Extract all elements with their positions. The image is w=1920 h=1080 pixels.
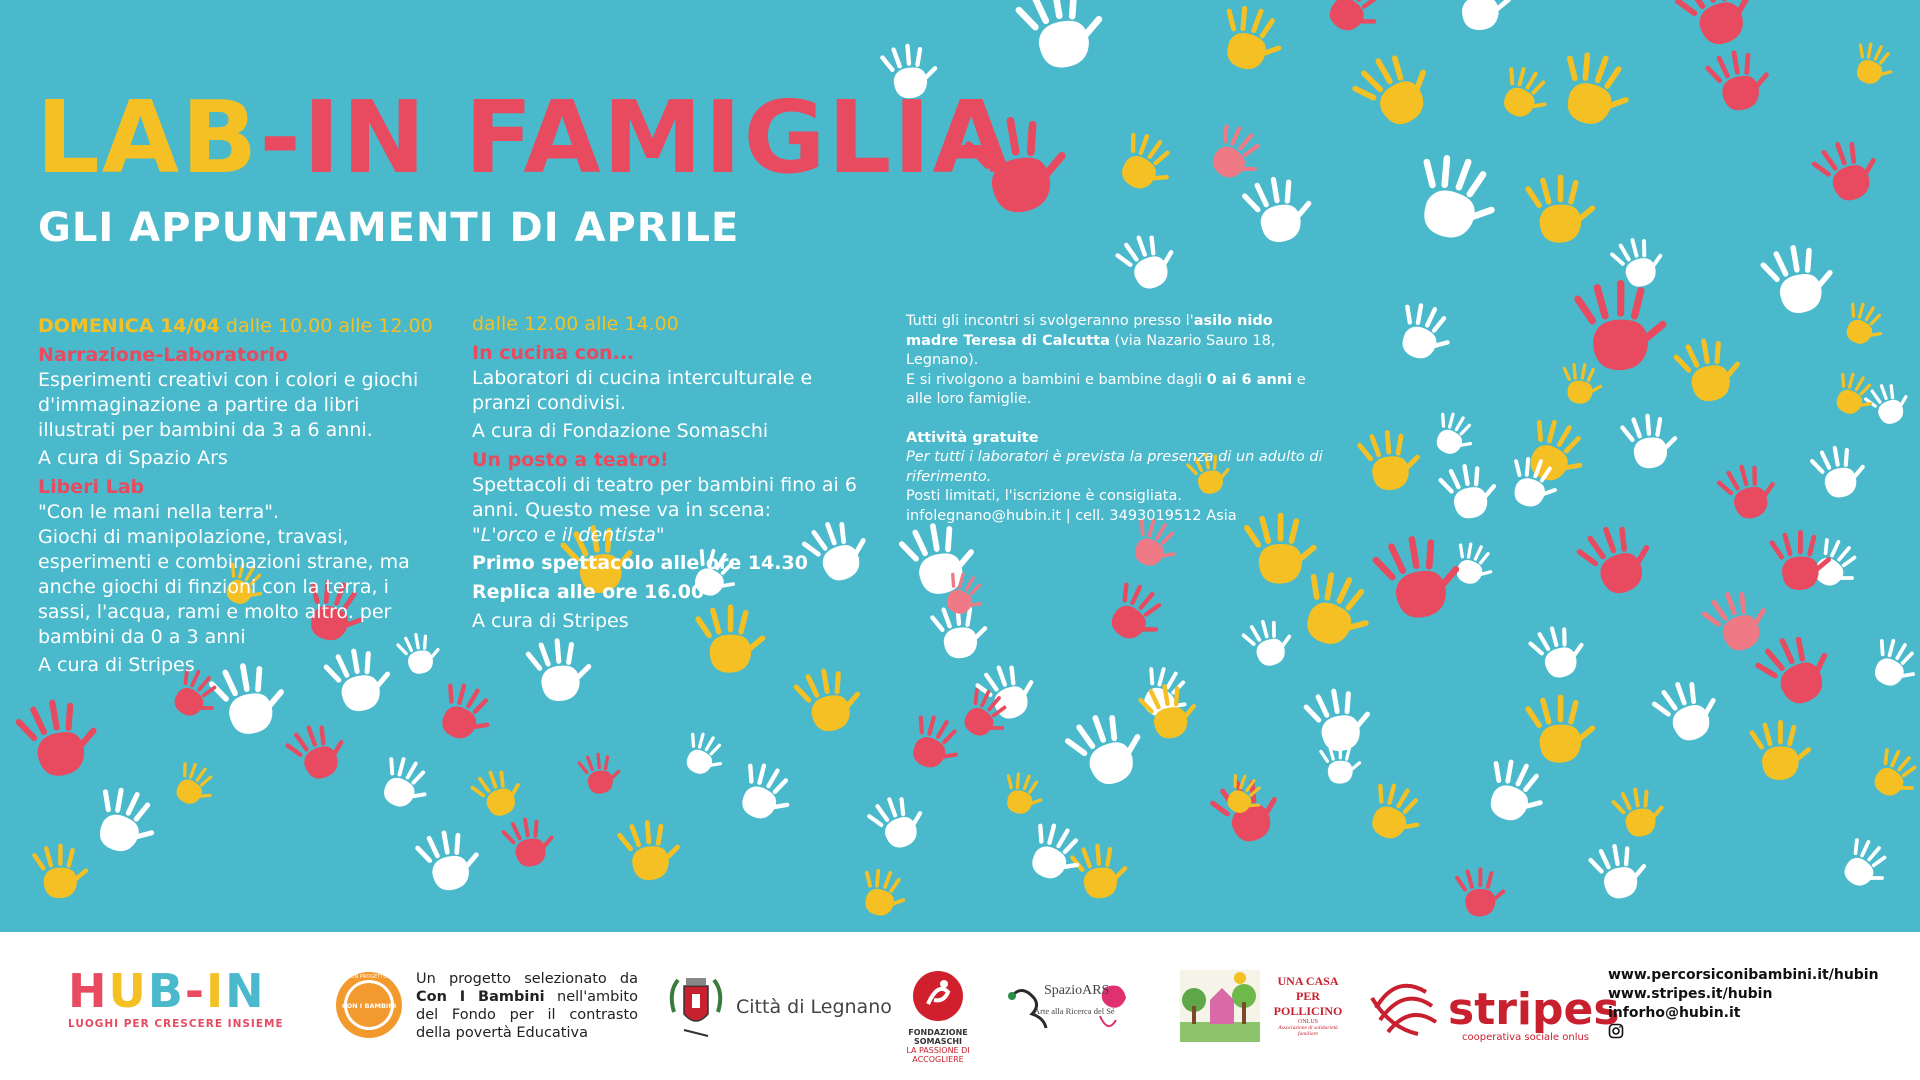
activity-title-teatro: Un posto a teatro!: [472, 449, 669, 471]
pollicino-drawing-icon: [1180, 970, 1260, 1042]
handprint-mark: [1351, 44, 1442, 136]
link-percorsiconibambini[interactable]: www.percorsiconibambini.it/hubin: [1608, 967, 1879, 983]
handprint-mark: [1837, 836, 1894, 895]
svg-text:stripes: stripes: [1448, 984, 1620, 1035]
handprint-mark: [860, 869, 908, 919]
spazioars-emblem-icon: [1004, 976, 1154, 1040]
activity-desc-cucina: Laboratori di cucina interculturale e pranzi condivisi.: [472, 367, 813, 414]
activity-desc-teatro: Spettacoli di teatro per bambini fino ai 6 anni. Questo mese va in scena:: [472, 474, 857, 521]
column-lunch-theatre: [472, 312, 872, 638]
show-time-first: Primo spettacolo alle ore 14.30: [472, 552, 808, 574]
handprint-mark: [1439, 459, 1502, 524]
activity-desc-narrazione: Esperimenti creativi con i colori e giochi d'immaginazione a partire da libri illustrati per bambini da 3 a 6 anni.: [38, 369, 419, 441]
handprint-mark: [1024, 821, 1087, 886]
handprint-mark: [1577, 278, 1670, 376]
handprint-mark: [1559, 52, 1632, 129]
handprint-mark: [377, 755, 434, 814]
activity-title-liberi-lab: Liberi Lab: [38, 476, 145, 498]
svg-text:CON I BAMBINI: CON I BAMBINI: [341, 1002, 397, 1010]
handprint-mark: [1320, 742, 1362, 786]
legnano-crest-icon: [664, 972, 728, 1042]
hubin-logo: [68, 964, 284, 1030]
link-email[interactable]: inforho@hubin.it: [1608, 1005, 1741, 1021]
show-time-replica: Replica alle ore 16.00: [472, 581, 705, 603]
handprint-mark: [1717, 458, 1782, 525]
handprint-mark: [1242, 614, 1298, 671]
handprint-mark: [1113, 131, 1178, 198]
somaschi-emblem-icon: [888, 970, 988, 1024]
handprint-mark: [1867, 746, 1920, 805]
activity-credit-stripes-teatro: A cura di Stripes: [472, 610, 629, 632]
handprint-mark: [1103, 581, 1170, 650]
spazioars-logo: [1004, 976, 1154, 1044]
stripes-emblem-icon: [1366, 968, 1620, 1048]
title-lab: LAB: [36, 79, 260, 196]
handprint-mark: [1527, 173, 1597, 247]
handprint-mark: [578, 750, 623, 797]
svg-text:SpazioARS: SpazioARS: [1044, 983, 1110, 998]
pollicino-logo: UNA CASA PER POLLICINO ONLUS Associazione di solidarietà familiare: [1273, 974, 1343, 1037]
handprint-mark: [1358, 427, 1424, 496]
handprint-mark: [1576, 517, 1660, 603]
fondazione-somaschi-logo: FONDAZIONE SOMASCHI LA PASSIONE DI ACCOGLIERE: [888, 970, 988, 1064]
handprint-mark: [1373, 529, 1467, 627]
subtitle: GLI APPUNTAMENTI DI APRILE: [38, 205, 740, 251]
handprint-mark: [527, 635, 596, 707]
handprint-mark: [1811, 441, 1871, 503]
legnano-name: Città di Legnano: [736, 996, 892, 1018]
event-date: DOMENICA 14/04: [38, 315, 220, 337]
handprint-mark: [1456, 866, 1507, 919]
handprint-mark: [900, 517, 982, 602]
con-i-bambini-logo: [334, 970, 404, 1040]
handprint-mark: [1431, 411, 1478, 460]
svg-text:cooperativa sociale onlus: cooperativa sociale onlus: [1462, 1032, 1590, 1043]
handprint-mark: [1564, 365, 1600, 404]
handprint-mark: [1364, 781, 1427, 846]
handprint-mark: [34, 842, 90, 901]
handprint-mark: [1451, 542, 1496, 589]
event-time-noon: dalle 12.00 alle 14.00: [472, 313, 679, 335]
svg-text:UN PROGETTO: UN PROGETTO: [350, 974, 388, 980]
handprint-mark: [1243, 171, 1318, 249]
handprint-mark: [470, 764, 527, 823]
handprint-mark: [1841, 301, 1888, 350]
handprint-mark: [618, 817, 684, 886]
activity-title-narrazione: Narrazione-Laboratorio: [38, 344, 289, 366]
activity-credit-spazio-ars: A cura di Spazio Ars: [38, 447, 228, 469]
handprint-mark: [1755, 626, 1841, 713]
activity-desc-liberi-lab: Giochi di manipolazione, travasi, esperimenti e combinazioni strane, ma anche giochi di finzioni con la terra, i sassi, l'acqua, rami e molto altro. per bambini da 0 a 3 anni: [38, 526, 410, 648]
handprint-mark: [1851, 42, 1896, 89]
column-sunday-morning: [38, 314, 438, 682]
handprint-mark: [1868, 637, 1920, 692]
info-location: Tutti gli incontri si svolgeranno presso l'asilo nido madre Teresa di Calcutta (via Nazario Sauro 18, Legnano).: [906, 313, 1276, 368]
handprint-mark: [91, 786, 160, 858]
info-free-note: Per tutti i laboratori è prevista la presenza di un adulto di riferimento.: [906, 449, 1323, 485]
handprint-mark: [285, 717, 352, 786]
title-rest: -IN FAMIGLIA: [259, 79, 1012, 196]
show-title: "L'orco e il dentista": [472, 524, 665, 546]
activity-title-cucina: In cucina con...: [472, 342, 635, 364]
handprint-mark: [867, 789, 931, 854]
activity-quote-liberi-lab: "Con le mani nella terra".: [38, 501, 280, 523]
handprint-mark: [17, 693, 105, 784]
handprint-mark: [502, 813, 559, 872]
handprint-mark: [1415, 155, 1499, 244]
handprint-mark: [1527, 693, 1597, 767]
handprint-mark: [1522, 417, 1591, 489]
info-contact: infolegnano@hubin.it | cell. 3493019512 Asia: [906, 507, 1237, 524]
info-age: E si rivolgono a bambini e bambine dagli 0 ai 6 anni e alle loro famiglie.: [906, 371, 1306, 407]
handprint-mark: [1115, 227, 1182, 296]
handprint-mark: [1451, 0, 1513, 34]
stripes-logo: [1366, 968, 1620, 1048]
handprint-mark: [1321, 0, 1388, 41]
handprint-mark: [1002, 772, 1044, 816]
sponsor-footer: [0, 932, 1920, 1080]
handprint-mark: [1016, 0, 1110, 76]
handprint-mark: [734, 761, 797, 826]
hubin-wordmark: HUB-IN: [68, 964, 266, 1018]
activity-credit-stripes: A cura di Stripes: [38, 654, 195, 676]
handprint-mark: [1071, 841, 1131, 903]
handprint-mark: [1529, 620, 1591, 684]
project-statement: Un progetto selezionato da Con I Bambini nell'ambito del Fondo per il contrasto della povertà Educativa: [416, 971, 638, 1041]
handprint-mark: [1761, 239, 1840, 320]
handprint-mark: [170, 761, 219, 811]
handprint-mark: [1065, 704, 1153, 793]
handprint-mark: [1395, 302, 1455, 364]
handprint-mark: [1675, 0, 1763, 54]
handprint-mark: [1589, 839, 1652, 904]
info-free-title: Attività gratuite: [906, 429, 1039, 446]
handprint-mark: [1706, 45, 1775, 117]
handprint-mark: [1298, 571, 1376, 652]
handprint-mark: [1621, 411, 1681, 473]
handprint-mark: [1751, 718, 1813, 783]
handprint-mark: [1612, 783, 1669, 842]
handprint-mark: [681, 731, 728, 780]
link-stripes[interactable]: www.stripes.it/hubin: [1608, 986, 1773, 1002]
handprint-mark: [1702, 583, 1776, 659]
contact-links: [1608, 966, 1879, 1045]
handprint-mark: [1210, 771, 1288, 850]
handprint-mark: [1497, 65, 1554, 124]
svg-text:Arte alla Ricerca del Sé: Arte alla Ricerca del Sé: [1034, 1006, 1115, 1016]
handprint-mark: [434, 681, 497, 746]
handprint-mark: [1652, 673, 1726, 749]
handprint-mark: [906, 713, 966, 775]
handprint-mark: [1831, 371, 1878, 420]
column-info: [906, 312, 1326, 526]
event-time: dalle 10.00 alle 12.00: [225, 315, 433, 337]
main-title: [36, 79, 1012, 196]
hubin-tagline: LUOGHI PER CRESCERE INSIEME: [68, 1018, 284, 1030]
info-limited: Posti limitati, l'iscrizione è consigliata.: [906, 488, 1182, 504]
handprint-mark: [1220, 6, 1285, 74]
handprint-mark: [794, 663, 866, 738]
handprint-mark: [1812, 133, 1886, 209]
handprint-mark: [1674, 333, 1746, 408]
activity-credit-somaschi: A cura di Fondazione Somaschi: [472, 420, 769, 442]
handprint-mark: [1204, 122, 1268, 187]
instagram-icon[interactable]: [1608, 1023, 1624, 1039]
handprint-mark: [1483, 758, 1549, 827]
handprint-mark: [416, 825, 485, 897]
